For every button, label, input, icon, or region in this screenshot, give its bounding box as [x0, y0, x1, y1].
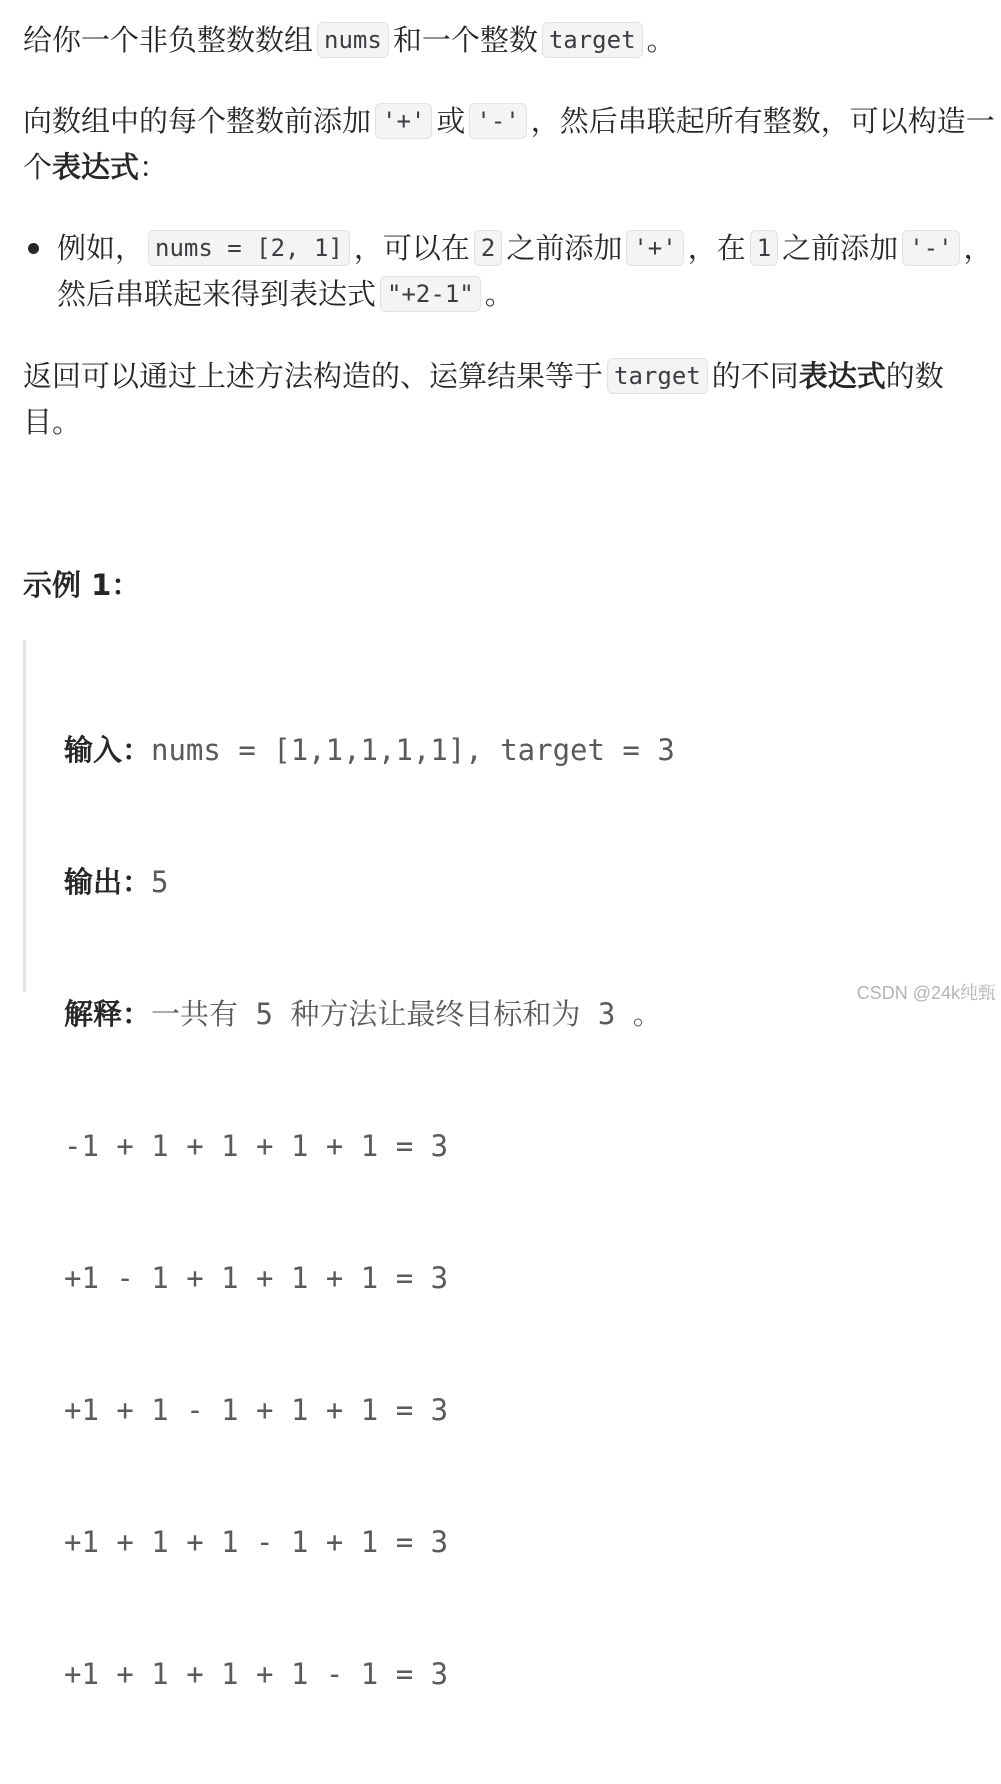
- output-value: 5: [151, 865, 169, 899]
- example-title: 示例 1：: [23, 568, 141, 602]
- text: 。: [646, 23, 676, 57]
- list-item: [23, 225, 998, 317]
- text: 例如，: [57, 231, 145, 265]
- inline-code: "+2-1": [380, 276, 481, 312]
- text: ，然后串联起来得到表达式: [57, 231, 993, 311]
- bullet-icon: [28, 243, 39, 254]
- text: 。: [484, 277, 514, 311]
- inline-code: 1: [750, 230, 778, 266]
- expression-line: +1 + 1 + 1 + 1 - 1 = 3: [64, 1657, 449, 1691]
- text: 的不同: [711, 359, 799, 393]
- inline-code: nums = [2, 1]: [148, 230, 350, 266]
- expression-line: -1 + 1 + 1 + 1 + 1 = 3: [64, 1129, 449, 1163]
- text: 之前添加: [506, 231, 623, 265]
- inline-code-target: target: [607, 358, 708, 394]
- input-label: 输入：: [64, 733, 152, 767]
- expression-line: +1 + 1 + 1 - 1 + 1 = 3: [64, 1525, 449, 1559]
- expression-line: +1 + 1 - 1 + 1 + 1 = 3: [64, 1393, 449, 1427]
- input-value: nums = [1,1,1,1,1], target = 3: [151, 733, 675, 767]
- example-code: [64, 640, 675, 1784]
- inline-code: 2: [474, 230, 502, 266]
- inline-code-nums: nums: [317, 22, 389, 58]
- text: 或: [436, 104, 466, 138]
- inline-code: '+': [626, 230, 683, 266]
- expression-line: +1 - 1 + 1 + 1 + 1 = 3: [64, 1261, 449, 1295]
- intro-paragraph: [23, 17, 676, 63]
- operators-paragraph: [23, 98, 998, 190]
- bold-expression: 表达式: [798, 359, 886, 393]
- text: ：: [139, 150, 169, 184]
- explain-value: 一共有 5 种方法让最终目标和为 3 。: [151, 997, 662, 1031]
- return-paragraph: [23, 353, 998, 445]
- output-label: 输出：: [64, 865, 152, 899]
- text: 之前添加: [782, 231, 899, 265]
- example-input-line: [64, 728, 675, 772]
- inline-code-minus: '-': [469, 103, 526, 139]
- example-output-line: [64, 860, 675, 904]
- text: 返回可以通过上述方法构造的、运算结果等于: [23, 359, 604, 393]
- example-explain-line: [64, 992, 675, 1036]
- text: ，可以在: [353, 231, 470, 265]
- inline-code-plus: '+': [375, 103, 432, 139]
- text: ，在: [687, 231, 746, 265]
- example-bullet-list: [23, 225, 998, 317]
- text: ，然后串联起所有整数，可以构造一个: [23, 104, 995, 184]
- text: 和一个整数: [392, 23, 538, 57]
- watermark: CSDN @24k纯甄: [856, 983, 996, 1003]
- explain-label: 解释：: [64, 997, 152, 1031]
- text: 的数目。: [23, 359, 944, 439]
- text: 给你一个非负整数数组: [23, 23, 314, 57]
- bold-expression: 表达式: [52, 150, 140, 184]
- inline-code: '-': [902, 230, 959, 266]
- text: 向数组中的每个整数前添加: [23, 104, 372, 138]
- inline-code-target: target: [542, 22, 643, 58]
- example-block: [23, 640, 726, 1691]
